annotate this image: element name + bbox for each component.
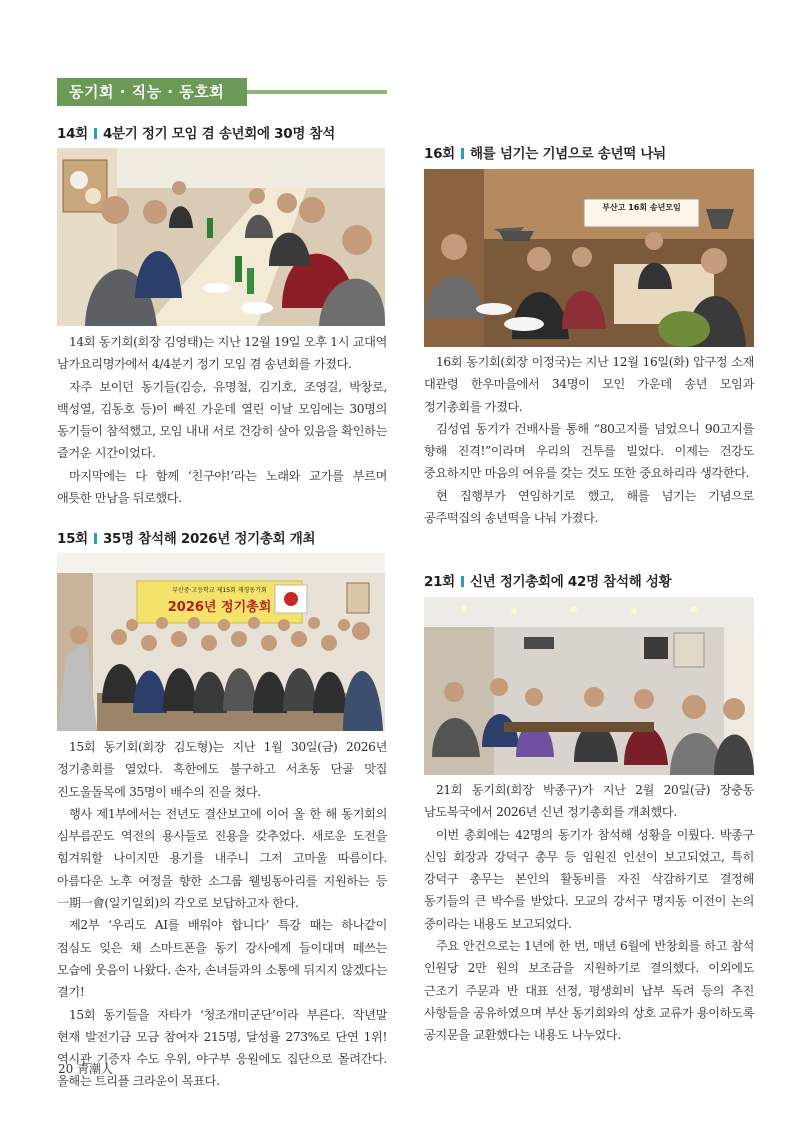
section-banner [57, 78, 387, 106]
paragraph: 김성엽 동기가 건배사를 통해 “80고지를 넘었으니 90고지를 향해 진격!”이라며 우리의 건투를 빌었다. 이제는 건강도 중요하지만 마음의 여유를 갖는 것도 또한 중요하리라 생각한다. [424, 421, 754, 481]
article-21-body [424, 779, 754, 1047]
headline-text: 35명 참석해 2026년 정기총회 개최 [102, 531, 316, 547]
paragraph: 제2부 ‘우리도 AI를 배워야 합니다’ 특강 때는 하나같이 점심도 잊은 채 스마트폰을 동기 강사에게 들이대며 떼쓰는 모습에 웃음이 나왔다. 손자, 손녀들과의 소통에 뒤지지 않겠다는 결기! [57, 918, 387, 1000]
photo-16-dinner [424, 169, 754, 347]
article-16-body [424, 351, 754, 529]
paragraph: 현 집행부가 연임하기로 했고, 해를 넘기는 기념으로 공주떡집의 송년떡을 나눠 가졌다. [424, 488, 754, 526]
paragraph: 15회 동기들을 자타가 ‘청조개미군단’이라 부른다. 작년말 현재 발전기금 모금 참여자 215명, 달성률 273%로 단연 1위! 역시관 기증자 수도 우위, 야구부 응원에도 집단으로 몰려간다. 올해는 트리플 크라운이 목표다. [57, 1007, 387, 1089]
headline-text: 해를 넘기는 기념으로 송년떡 나눠 [469, 146, 666, 162]
paragraph: 21회 동기회(회장 박종구)가 지난 2월 20일(금) 장충동 남도복국에서 2026년 신년 정기총회를 개최했다. [424, 783, 754, 820]
paragraph: 이번 총회에는 42명의 동기가 참석해 성황을 이뤘다. 박종구 신임 회장과 강덕구 총무 등 임원진 인선이 보고되었고, 특히 강덕구 총무는 본인의 활동비를 자진 삭감하기로 결정해 동기들의 큰 박수를 받았다. 모교의 강서구 명지동 이전이 논의 중이라는 내용도 보고되었다. [424, 827, 754, 931]
photo-14-dinner [57, 148, 385, 326]
paragraph: 14회 동기회(회장 김영태)는 지난 12월 19일 오후 1시 교대역 남가요리명가에서 4/4분기 정기 모임 겸 송년회를 가졌다. [57, 335, 387, 372]
paragraph: 행사 제1부에서는 전년도 결산보고에 이어 올 한 해 동기회의 심부름꾼도 역전의 용사들로 진용을 갖추었다. 새로운 도전을 힘겨워할 나이지만 용기를 내주니 그저 고마울 따름이다. 아름다운 노후 여정을 향한 소그룹 웰빙동아리를 지원하는 등 一期一會(일기일회)의 각오로 보답하고자 한다. [57, 806, 387, 911]
photo-15-group [57, 553, 385, 731]
article-21-headline [424, 570, 671, 590]
photo-banner-subtitle: 부산중·고등학교 제15회 재경동기회 [172, 587, 267, 594]
page-folio: 20 靑潮人 [58, 1062, 114, 1076]
paragraph: 자주 보이던 동기들(김승, 유명철, 김기호, 조영길, 박창로, 백성열, 김동호 등)이 빠진 가운데 열린 이날 모임에는 30명의 동기들이 참석했고, 모임 내내 서로 건강히 살아 있음을 확인하는 즐거운 시간이었다. [57, 379, 387, 461]
paragraph: 주요 안건으로는 1년에 한 번, 매년 6월에 반창회를 하고 참석 인원당 2만 원의 보조금을 지원하기로 결의했다. 이외에도 근조기 주문과 반 대표 선정, 평생회비 납부 독려 등의 추진 사항들을 공유하였으며 부산 동기회와의 상호 교류가 용이하도록 공지문을 교환했다는 내용도 나누었다. [424, 939, 754, 1043]
headline-text: 신년 정기총회에 42명 참석해 성황 [469, 574, 672, 590]
section-rule [247, 90, 387, 94]
headline-bar [94, 533, 97, 544]
photo-21-meeting [424, 597, 754, 775]
photo-banner [137, 581, 302, 623]
section-title: 동기회 · 직능 · 동호회 [57, 78, 247, 106]
headline-text: 4분기 정기 모임 겸 송년회에 30명 참석 [102, 126, 335, 142]
article-number: 16회 [424, 146, 455, 162]
headline-bar [461, 148, 464, 159]
paragraph: 마지막에는 다 함께 ‘친구야!’라는 노래와 교가를 부르며 애틋한 만남을 뒤로했다. [57, 468, 387, 506]
article-number: 15회 [57, 531, 88, 547]
photo-banner-title: 2026년 정기총회 [167, 600, 272, 615]
headline-bar [94, 128, 97, 139]
article-14-headline [57, 122, 335, 142]
article-number: 14회 [57, 126, 88, 142]
article-14-body [57, 331, 387, 509]
headline-bar [461, 576, 464, 587]
article-15-headline [57, 527, 315, 547]
photo-banner: 부산고 16회 송년모임 [602, 203, 681, 212]
article-number: 21회 [424, 574, 455, 590]
paragraph: 16회 동기회(회장 이정국)는 지난 12월 16일(화) 압구정 소재 대관령 한우마을에서 34명이 모인 가운데 송년 모임과 정기총회를 가졌다. [424, 355, 754, 414]
article-15-body [57, 736, 387, 1093]
article-16-headline [424, 142, 666, 162]
paragraph: 15회 동기회(회장 김도형)는 지난 1월 30일(금) 2026년 정기총회를 열었다. 혹한에도 불구하고 서초동 단골 맛집 진도울돌목에 35명이 배수의 진을 쳤다. [57, 740, 387, 799]
